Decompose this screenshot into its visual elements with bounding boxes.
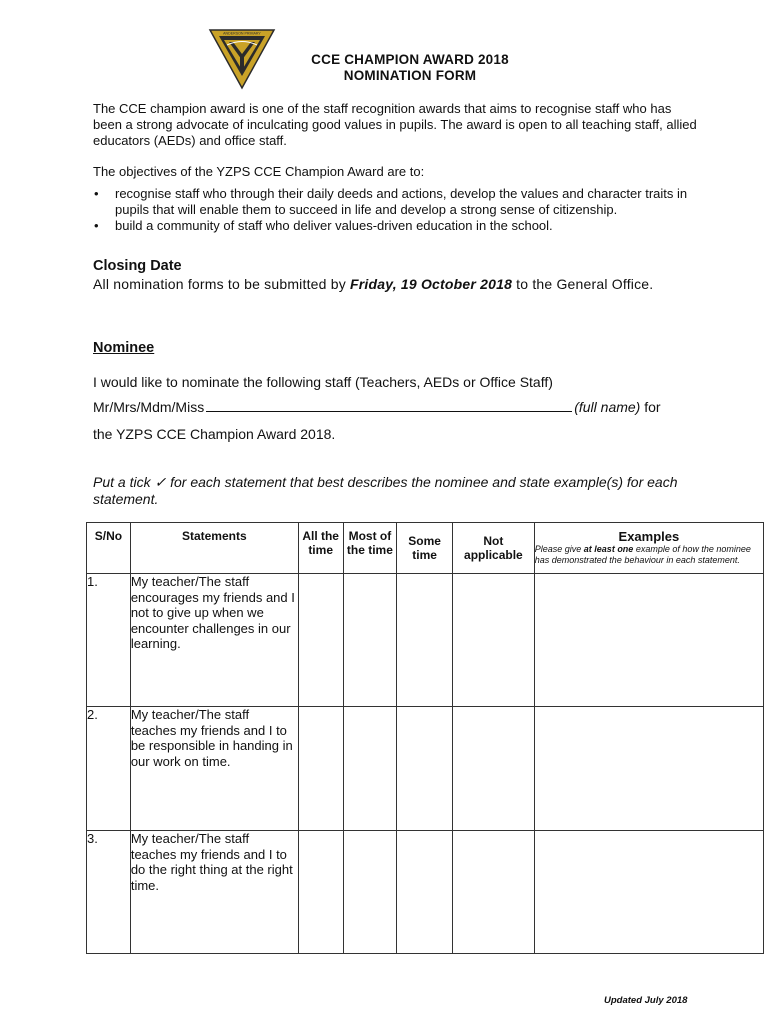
not-applicable-cell[interactable] xyxy=(453,707,535,831)
title-line-1: CCE CHAMPION AWARD 2018 xyxy=(311,52,509,67)
nominee-line-2: Mr/Mrs/Mdm/Miss (full name) for xyxy=(93,399,661,415)
header-all-the-time: All the time xyxy=(298,523,343,574)
nominee-line-1: I would like to nominate the following staff (Teachers, AEDs or Office Staff) xyxy=(93,374,553,390)
tick-icon: ✓ xyxy=(154,474,167,490)
examples-cell[interactable] xyxy=(534,574,763,707)
not-applicable-cell[interactable] xyxy=(453,574,535,707)
logo-text: ANDERSON PRIMARY xyxy=(223,31,261,36)
header-some-time: Some time xyxy=(397,523,453,574)
objective-item: • recognise staff who through their daily deeds and actions, develop the values and character traits in pupils that will enable them to succeed in life and develop a strong sense of citizenship. xyxy=(94,186,688,217)
most-of-the-time-cell[interactable] xyxy=(343,574,397,707)
bullet-icon: • xyxy=(94,186,99,201)
row-number: 1. xyxy=(87,574,131,707)
bullet-icon: • xyxy=(94,218,99,233)
most-of-the-time-cell[interactable] xyxy=(343,707,397,831)
some-time-cell[interactable] xyxy=(397,574,453,707)
all-the-time-cell[interactable] xyxy=(298,831,343,954)
nominee-name-field[interactable] xyxy=(206,399,572,412)
header-statements: Statements xyxy=(130,523,298,574)
objectives-list xyxy=(93,186,713,235)
most-of-the-time-cell[interactable] xyxy=(343,831,397,954)
table-row xyxy=(87,831,764,954)
row-number: 3. xyxy=(87,831,131,954)
header-examples: Examples Please give at least one example of how the nominee has demonstrated the behaviour in each statement. xyxy=(534,523,763,574)
objective-item: • build a community of staff who deliver values-driven education in the school. xyxy=(94,218,553,233)
row-statement: My teacher/The staff teaches my friends and I to be responsible in handing in our work on time. xyxy=(130,707,298,831)
all-the-time-cell[interactable] xyxy=(298,707,343,831)
objectives-lead: The objectives of the YZPS CCE Champion Award are to: xyxy=(93,164,425,179)
examples-cell[interactable] xyxy=(534,707,763,831)
examples-note: Please give at least one example of how the nominee has demonstrated the behaviour in each statement. xyxy=(534,544,751,565)
not-applicable-cell[interactable] xyxy=(453,831,535,954)
row-number: 2. xyxy=(87,707,131,831)
row-statement: My teacher/The staff encourages my friends and I not to give up when we encounter challenges in our learning. xyxy=(130,574,298,707)
row-statement: My teacher/The staff teaches my friends and I to do the right thing at the right time. xyxy=(130,831,298,954)
form-title xyxy=(230,52,590,84)
tick-instruction: Put a tick ✓ for each statement that best describes the nominee and state example(s) for each statement. xyxy=(93,474,678,507)
intro-paragraph: The CCE champion award is one of the staff recognition awards that aims to recognise staff who has been a strong advocate of inculcating good values in pupils. The award is open to all teaching staff, allied educators (AEDs) and office staff. xyxy=(93,101,697,148)
closing-date: Friday, 19 October 2018 xyxy=(350,276,513,292)
table-row xyxy=(87,707,764,831)
closing-date-text: All nomination forms to be submitted by Friday, 19 October 2018 to the General Office. xyxy=(93,276,654,292)
closing-date-heading: Closing Date xyxy=(93,258,182,274)
header-sno: S/No xyxy=(87,523,131,574)
header-most-of-the-time: Most of the time xyxy=(343,523,397,574)
nomination-table xyxy=(86,522,764,954)
table-row xyxy=(87,574,764,707)
examples-cell[interactable] xyxy=(534,831,763,954)
header-not-applicable: Not applicable xyxy=(453,523,535,574)
full-name-hint: (full name) xyxy=(574,399,641,415)
all-the-time-cell[interactable] xyxy=(298,574,343,707)
some-time-cell[interactable] xyxy=(397,707,453,831)
some-time-cell[interactable] xyxy=(397,831,453,954)
title-line-2: NOMINATION FORM xyxy=(343,68,477,83)
nominee-line-3: the YZPS CCE Champion Award 2018. xyxy=(93,426,336,442)
nominee-heading: Nominee xyxy=(93,340,155,356)
table-header-row xyxy=(87,523,764,574)
updated-footer: Updated July 2018 xyxy=(604,995,688,1006)
